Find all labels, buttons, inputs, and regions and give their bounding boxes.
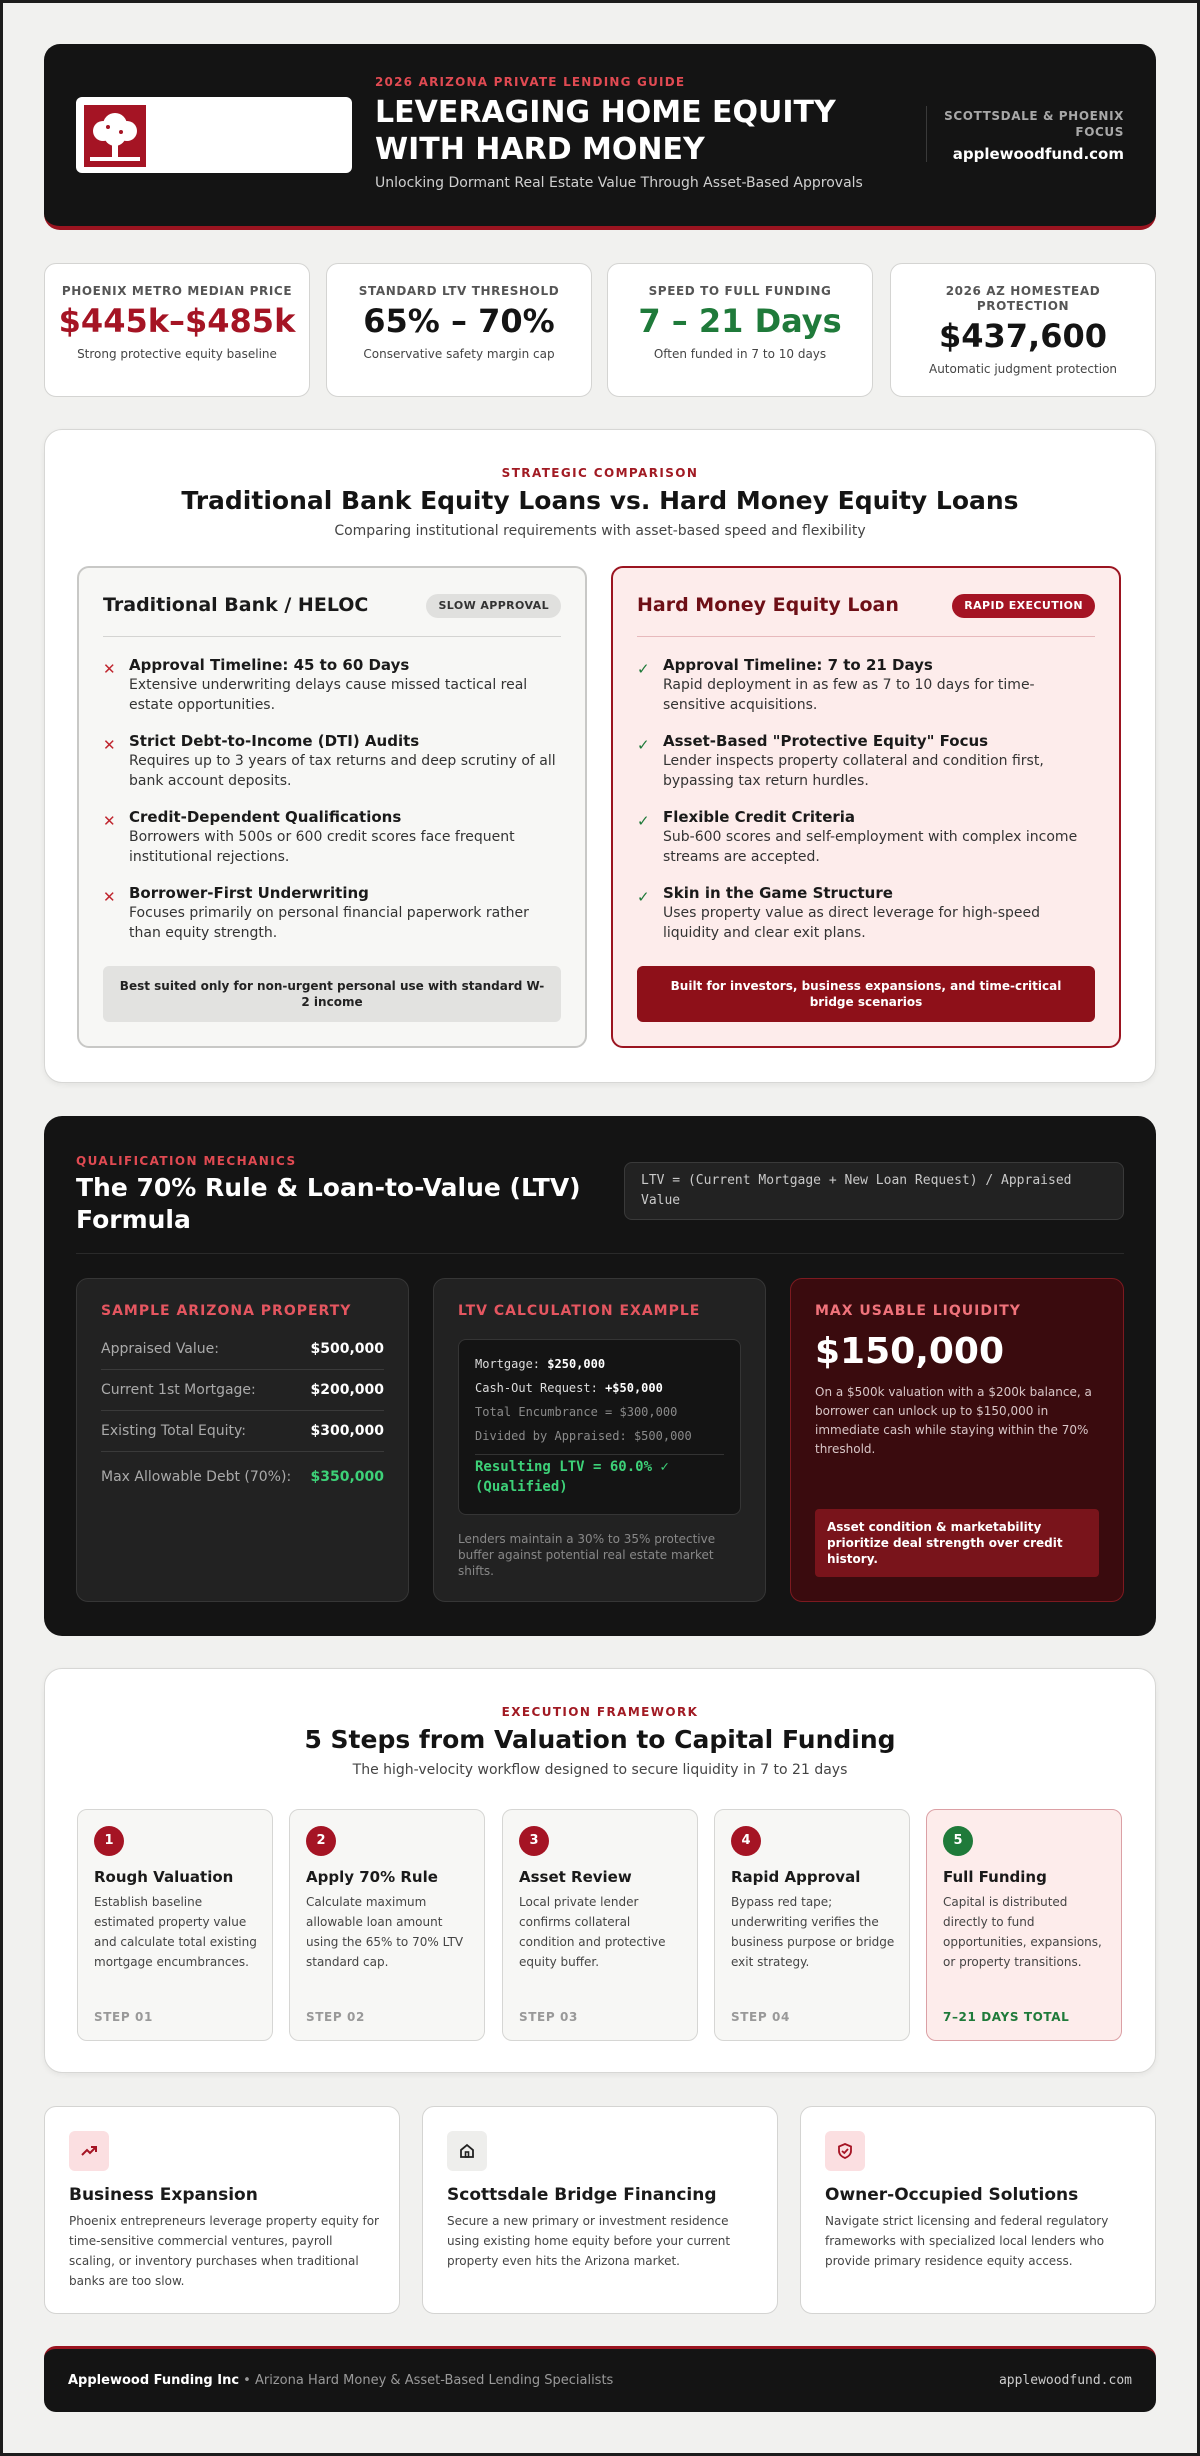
home-icon [447,2131,487,2171]
stat-desc: Often funded in 7 to 10 days [653,347,827,361]
list-item [103,884,561,960]
item-desc: Borrowers with 500s or 600 credit scores face frequent institutional rejections. [129,829,515,865]
step-desc: Calculate maximum allowable loan amount using the 65% to 70% LTV standard cap. [306,1895,464,1969]
step-footer: STEP 04 [731,2010,790,2024]
check-icon: ✓ [637,736,650,754]
ltv-formula: LTV = (Current Mortgage + New Loan Request) / Appraised Value [624,1162,1124,1220]
row-value: $350,000 [310,1468,384,1485]
step-number: 1 [94,1826,124,1856]
step-title: Rapid Approval [731,1868,861,1886]
item-title: Skin in the Game Structure [663,884,893,902]
bank-loan-card [77,566,587,1048]
property-row [101,1456,384,1497]
use-case-title: Scottsdale Bridge Financing [447,2185,717,2205]
calc-line-mortgage [475,1352,724,1376]
item-desc: Requires up to 3 years of tax returns and deep scrutiny of all bank account deposits. [129,753,556,789]
header-location: SCOTTSDALE & PHOENIX FOCUS [944,109,1124,139]
property-row [101,1329,384,1370]
row-label: Appraised Value: [101,1341,219,1357]
stat-card-ltv [326,263,592,397]
row-value: $500,000 [310,1341,384,1357]
card-heading: LTV CALCULATION EXAMPLE [458,1303,701,1319]
row-value: $300,000 [310,1423,384,1439]
hard-money-card-footer: Built for investors, business expansions, and time-critical bridge scenarios [637,966,1095,1022]
item-desc: Lender inspects property collateral and condition first, bypassing tax return hurdles. [663,753,1044,789]
row-label: Current 1st Mortgage: [101,1382,256,1398]
list-item [637,884,1095,960]
calc-note: Lenders maintain a 30% to 35% protective buffer against potential real estate market shifts. [458,1532,716,1578]
step-title: Apply 70% Rule [306,1868,438,1886]
stat-label: PHOENIX METRO MEDIAN PRICE [61,284,293,298]
use-case-title: Owner-Occupied Solutions [825,2185,1079,2205]
step-footer: STEP 02 [306,2010,365,2024]
company-name: Applewood Funding Inc [68,2373,240,2388]
header-website-link[interactable]: applewoodfund.com [952,145,1124,163]
card-heading: MAX USABLE LIQUIDITY [815,1303,1021,1319]
stat-value: $437,600 [938,317,1107,355]
divider [637,636,1095,637]
item-title: Flexible Credit Criteria [663,808,856,826]
check-icon: ✓ [637,812,650,830]
step-desc: Establish baseline estimated property value and calculate total existing mortgage encumbrances. [94,1895,257,1969]
x-icon: ✕ [103,888,116,906]
steps-subtitle: The high-velocity workflow designed to secure liquidity in 7 to 21 days [352,1762,848,1778]
stat-card-homestead [890,263,1156,397]
liquidity-desc: On a $500k valuation with a $200k balance, a borrower can unlock up to $150,000 in immediate cash while staying within the 70% threshold. [815,1385,1092,1456]
item-desc: Extensive underwriting delays cause missed tactical real estate opportunities. [129,677,528,713]
sample-property-card [76,1278,409,1602]
bank-card-footer: Best suited only for non-urgent personal use with standard W-2 income [103,966,561,1022]
calc-line-divided: Divided by Appraised: $500,000 [475,1429,692,1443]
step-card [714,1809,910,2041]
card-heading: SAMPLE ARIZONA PROPERTY [101,1303,352,1319]
item-desc: Uses property value as direct leverage for high-speed liquidity and clear exit plans. [663,905,1041,941]
row-label: Max Allowable Debt (70%): [101,1468,292,1485]
footer-tagline: • Arizona Hard Money & Asset-Based Lending Specialists [239,2373,614,2388]
calculation-box [458,1339,741,1515]
step-number: 3 [519,1826,549,1856]
step-card [926,1809,1122,2041]
comparison-section [44,429,1156,1083]
item-title: Approval Timeline: 7 to 21 Days [663,656,933,674]
max-liquidity-card [790,1278,1124,1602]
step-footer: STEP 03 [519,2010,578,2024]
step-number: 4 [731,1826,761,1856]
divider [76,1253,1124,1254]
list-item [637,732,1095,808]
logo[interactable] [76,97,352,173]
property-row [101,1370,384,1411]
item-title: Approval Timeline: 45 to 60 Days [129,656,410,674]
step-title: Rough Valuation [94,1868,234,1886]
use-case-card [422,2106,778,2314]
header-divider [926,106,927,162]
page-header [44,44,1156,230]
stat-label: SPEED TO FULL FUNDING [648,284,832,298]
slow-approval-badge: SLOW APPROVAL [426,594,561,618]
calc-value: $250,000 [547,1357,606,1371]
step-card [502,1809,698,2041]
liquidity-callout: Asset condition & marketability prioritize deal strength over credit history. [815,1509,1099,1577]
calc-label: Cash-Out Request: [475,1381,598,1395]
item-title: Asset-Based "Protective Equity" Focus [663,732,989,750]
bank-card-title: Traditional Bank / HELOC [103,594,369,616]
divider [103,636,561,637]
comparison-title: Traditional Bank Equity Loans vs. Hard Money Equity Loans [181,486,1019,515]
row-label: Existing Total Equity: [101,1423,247,1439]
footer-website-link[interactable]: applewoodfund.com [998,2373,1132,2388]
item-desc: Sub-600 scores and self-employment with complex income streams are accepted. [663,829,1078,865]
step-number: 5 [943,1826,973,1856]
item-title: Credit-Dependent Qualifications [129,808,402,826]
list-item [103,656,561,732]
steps-title: 5 Steps from Valuation to Capital Funding [304,1725,896,1754]
step-footer: 7–21 DAYS TOTAL [943,2010,1070,2024]
stat-desc: Strong protective equity baseline [77,347,277,361]
step-title: Full Funding [943,1868,1047,1886]
stat-label: STANDARD LTV THRESHOLD [358,284,560,298]
x-icon: ✕ [103,736,116,754]
tree-logo-icon [84,105,146,167]
rapid-execution-badge: RAPID EXECUTION [952,594,1095,618]
item-title: Strict Debt-to-Income (DTI) Audits [129,732,420,750]
stat-label: 2026 AZ HOMESTEAD PROTECTION [945,284,1101,313]
item-desc: Focuses primarily on personal financial paperwork rather than equity strength. [129,905,529,941]
shield-icon [825,2131,865,2171]
use-case-desc: Phoenix entrepreneurs leverage property equity for time-sensitive commercial ventures, payroll scaling, or inventory purchases when traditional banks are too slow. [69,2214,379,2288]
item-desc: Rapid deployment in as few as 7 to 10 days for time-sensitive acquisitions. [663,677,1035,713]
item-title: Borrower-First Underwriting [129,884,369,902]
stat-desc: Conservative safety margin cap [363,347,555,361]
x-icon: ✕ [103,660,116,678]
stat-desc: Automatic judgment protection [928,362,1118,376]
page-subtitle: Unlocking Dormant Real Estate Value Through Asset-Based Approvals [375,175,863,191]
comparison-kicker: STRATEGIC COMPARISON [501,466,699,480]
stat-value: $445k–$485k [58,302,296,340]
calc-value: +$50,000 [605,1381,663,1395]
qualification-section [44,1116,1156,1636]
ltv-calculation-card [433,1278,766,1602]
comparison-subtitle: Comparing institutional requirements with asset-based speed and flexibility [334,523,866,539]
check-icon: ✓ [637,660,650,678]
calc-line-cashout [475,1376,724,1400]
list-item [103,732,561,808]
use-case-desc: Navigate strict licensing and federal regulatory frameworks with specialized local lenders who provide primary residence equity access. [825,2214,1109,2268]
step-card [289,1809,485,2041]
use-case-card [800,2106,1156,2314]
liquidity-value: $150,000 [815,1331,1005,1372]
steps-kicker: EXECUTION FRAMEWORK [501,1705,699,1719]
calc-line-encumbrance: Total Encumbrance = $300,000 [475,1405,678,1419]
execution-section [44,1668,1156,2073]
qualification-kicker: QUALIFICATION MECHANICS [76,1154,297,1168]
step-number: 2 [306,1826,336,1856]
hard-money-card-title: Hard Money Equity Loan [637,594,899,616]
check-icon: ✓ [637,888,650,906]
use-case-card [44,2106,400,2314]
row-value: $200,000 [310,1382,384,1398]
step-desc: Local private lender confirms collateral condition and protective equity buffer. [519,1895,666,1969]
stat-card-median-price [44,263,310,397]
step-desc: Capital is distributed directly to fund opportunities, expansions, or property transitions. [943,1895,1102,1969]
qualification-title: The 70% Rule & Loan-to-Value (LTV) Formula [76,1173,581,1234]
use-case-desc: Secure a new primary or investment residence using existing home equity before your current property even hits the Arizona market. [447,2214,731,2268]
step-footer: STEP 01 [94,2010,153,2024]
step-title: Asset Review [519,1868,632,1886]
trending-up-icon [69,2131,109,2171]
header-kicker: 2026 ARIZONA PRIVATE LENDING GUIDE [375,75,686,89]
x-icon: ✕ [103,812,116,830]
page-title: LEVERAGING HOME EQUITY WITH HARD MONEY [375,95,836,167]
stat-card-speed [607,263,873,397]
footer-company [68,2373,613,2388]
step-card [77,1809,273,2041]
list-item [637,808,1095,884]
step-desc: Bypass red tape; underwriting verifies the business purpose or bridge exit strategy. [731,1895,895,1969]
page-footer [44,2346,1156,2412]
use-case-title: Business Expansion [69,2185,258,2205]
list-item [637,656,1095,732]
list-item [103,808,561,884]
hard-money-card [611,566,1121,1048]
calc-label: Mortgage: [475,1357,541,1371]
calc-result: Resulting LTV = 60.0% ✓ (Qualified) [475,1454,724,1497]
stat-value: 65% – 70% [363,302,555,340]
property-row [101,1411,384,1452]
stat-value: 7 – 21 Days [638,302,842,340]
